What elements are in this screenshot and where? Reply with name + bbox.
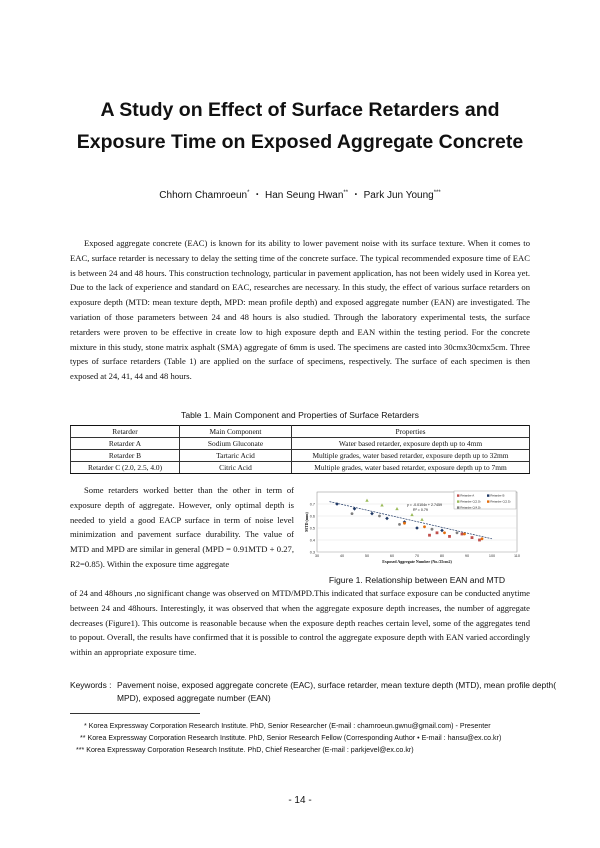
keywords-label: Keywords :: [70, 680, 112, 690]
table-cell: Multiple grades, water based retarder, exposure depth up to 32mm: [292, 450, 530, 462]
abstract-paragraph: Exposed aggregate concrete (EAC) is known for its ability to lower pavement noise with its surface texture. When it comes to EAC, surface retarder is necessary to delay the setting time of the concrete surface. The typical recommended exposure time of EAC is between 24 and 48 hours. This construction technology, particular in pavement application, has not been widely used in Korea yet. Due to the lack of experience and standard on EAC, researches are necessary. In this study, the effect of various surface retarders on exposure depth (MTD: mean texture depth, MPD: mean profile depth) and exposed aggregate number (EAN) are investigated. The variation of those parameters between 24 and 48 hours is also studied. Through the laboratory experimental tests, the surface retarders were proven to be effective in create low to high exposure depth and EAN within the testing period. For the concrete mixture in this study, stone matrix asphalt (SMA) aggregate of 6mm is used. The specimens are casted into 30cmx30cmx5cm. Three types of surface retarders (Table 1) are applied on the surface of specimens, respectively. The surface of each specimen is then exposed at 24, 41, 44 and 48 hours.: [70, 238, 530, 382]
table-row: [71, 462, 530, 474]
table-cell: Retarder C (2.0, 2.5, 4.0): [71, 462, 180, 474]
table-cell: Water based retarder, exposure depth up to 4mm: [292, 438, 530, 450]
title-line-2: Exposure Time on Exposed Aggregate Concrete: [76, 131, 524, 153]
y-tick-label: 0.6: [309, 514, 315, 519]
legend-marker: [487, 500, 489, 502]
data-point: [461, 533, 464, 536]
title-line-1: A Study on Effect of Surface Retarders and: [100, 99, 500, 121]
x-tick-label: 110: [513, 554, 521, 558]
legend-marker: [457, 494, 459, 496]
table-row: [71, 438, 530, 450]
table-cell: Multiple grades, water based retarder, exposure depth up to 7mm: [292, 462, 530, 474]
legend-marker: [487, 494, 489, 496]
footnote-3: *** Korea Expressway Corporation Research Institute. PhD, Chief Researcher (E-mail : parkjevel@ex.co.kr): [76, 746, 414, 754]
table-cell: Citric Acid: [180, 462, 292, 474]
y-tick-label: 0.3: [309, 550, 315, 555]
ean-mtd-scatter-chart: [303, 486, 531, 571]
data-point: [478, 539, 481, 542]
page-number: - 14 -: [288, 795, 312, 806]
data-point: [436, 531, 439, 534]
legend-label: Retarder C(4.0): [460, 505, 481, 510]
x-tick-label: 90: [464, 554, 470, 558]
data-point: [471, 536, 474, 539]
legend-label: Retarder A: [460, 493, 475, 498]
body-left-column: Some retarders worked better than the other in term of exposure depth of aggregate. However, only optimal depth is needed to yield a good EACP surface in term of noise level minimization and pavement surface durability. The value of MTD and MPD are similar in general (MPD = 0.91MTD + 0.27, R2=0.85). Within the exposure time aggregate: [70, 485, 294, 569]
table-cell: Sodium Gluconate: [180, 438, 292, 450]
retarder-properties-table: [70, 425, 530, 474]
footnote-2: ** Korea Expressway Corporation Research Institute. PhD, Senior Research Fellow (Corresponding Author • E-mail : hansu@ex.co.kr): [80, 734, 502, 742]
data-point: [448, 535, 451, 538]
y-axis-label: MTD (mm): [304, 512, 309, 532]
x-tick-label: 30: [314, 554, 320, 558]
x-axis-label: Exposed Aggregate Number (No./25cm2): [382, 559, 452, 564]
y-tick-label: 0.7: [309, 502, 315, 507]
author-separator: ・: [252, 190, 263, 201]
trend-equation: y = -0.0104x + 2.7459: [407, 503, 442, 507]
table-cell: Retarder A: [71, 438, 180, 450]
trend-r2: R² = 0.79: [413, 508, 428, 512]
author-2: Han Seung Hwan: [265, 190, 344, 201]
table-row: [71, 450, 530, 462]
keywords-text: Pavement noise, exposed aggregate concrete (EAC), surface retarder, mean texture depth (MTD), mean profile depth( MPD), exposed aggregate number (EAN): [117, 680, 556, 703]
footnote-divider: [70, 713, 200, 714]
table-cell: Tartaric Acid: [180, 450, 292, 462]
x-tick-label: 70: [414, 554, 420, 558]
data-point: [398, 523, 401, 526]
x-tick-label: 80: [439, 554, 445, 558]
author-1: Chhorn Chamroeun: [159, 190, 248, 201]
y-tick-label: 0.4: [309, 538, 315, 543]
legend-label: Retarder C(2.0): [460, 499, 481, 504]
table-cell: Retarder B: [71, 450, 180, 462]
author-1-mark: *: [247, 190, 250, 196]
y-tick-label: 0.5: [309, 526, 315, 531]
body-continuation-paragraph: of 24 and 48hours ,no significant change was observed on MTD/MPD.This indicated that surface exposure can be conducted anytime between 24 and 48hours. Interestingly, it was observed that when the aggregate exposure depth increases, the number of aggregate decreases (Figure1). This outcome is reasonable because when the exposure depth reaches certain level, some of the aggregates tend to popout. Overall, the results have confirmed that it is possible to control the aggregate exposure depth with EAN varied accordingly within an appropriate exposure time.: [70, 588, 530, 658]
data-point: [351, 512, 354, 515]
data-point: [456, 531, 459, 534]
data-point: [423, 525, 426, 528]
data-point: [481, 537, 484, 540]
data-point: [443, 531, 446, 534]
table-header-row: [71, 426, 530, 438]
footnote-1: * Korea Expressway Corporation Research Institute. PhD, Senior Researcher (E-mail : chamroeun.gwnu@gmail.com) - Presenter: [84, 722, 491, 730]
author-3: Park Jun Young: [363, 190, 434, 201]
legend-marker: [457, 506, 459, 508]
x-tick-label: 100: [488, 554, 496, 558]
legend-label: Retarder C(2.5): [490, 499, 511, 504]
table-header-cell: Retarder: [71, 426, 180, 438]
figure-caption: Figure 1. Relationship between EAN and MTD: [328, 575, 506, 585]
data-point: [378, 515, 381, 518]
legend-marker: [457, 500, 459, 502]
legend-label: Retarder B: [490, 493, 505, 498]
author-3-mark: ***: [433, 190, 441, 196]
table-caption: Table 1. Main Component and Properties of Surface Retarders: [181, 410, 419, 420]
paper-title: [0, 94, 600, 158]
data-point: [431, 528, 434, 531]
x-tick-label: 50: [364, 554, 370, 558]
author-separator: ・: [350, 190, 361, 201]
author-2-mark: **: [343, 190, 349, 196]
data-point: [463, 533, 466, 536]
table-header-cell: Properties: [292, 426, 530, 438]
data-point: [403, 522, 406, 525]
x-tick-label: 40: [339, 554, 345, 558]
author-list: [0, 186, 600, 201]
x-tick-label: 60: [389, 554, 395, 558]
table-header-cell: Main Component: [180, 426, 292, 438]
data-point: [428, 534, 431, 537]
